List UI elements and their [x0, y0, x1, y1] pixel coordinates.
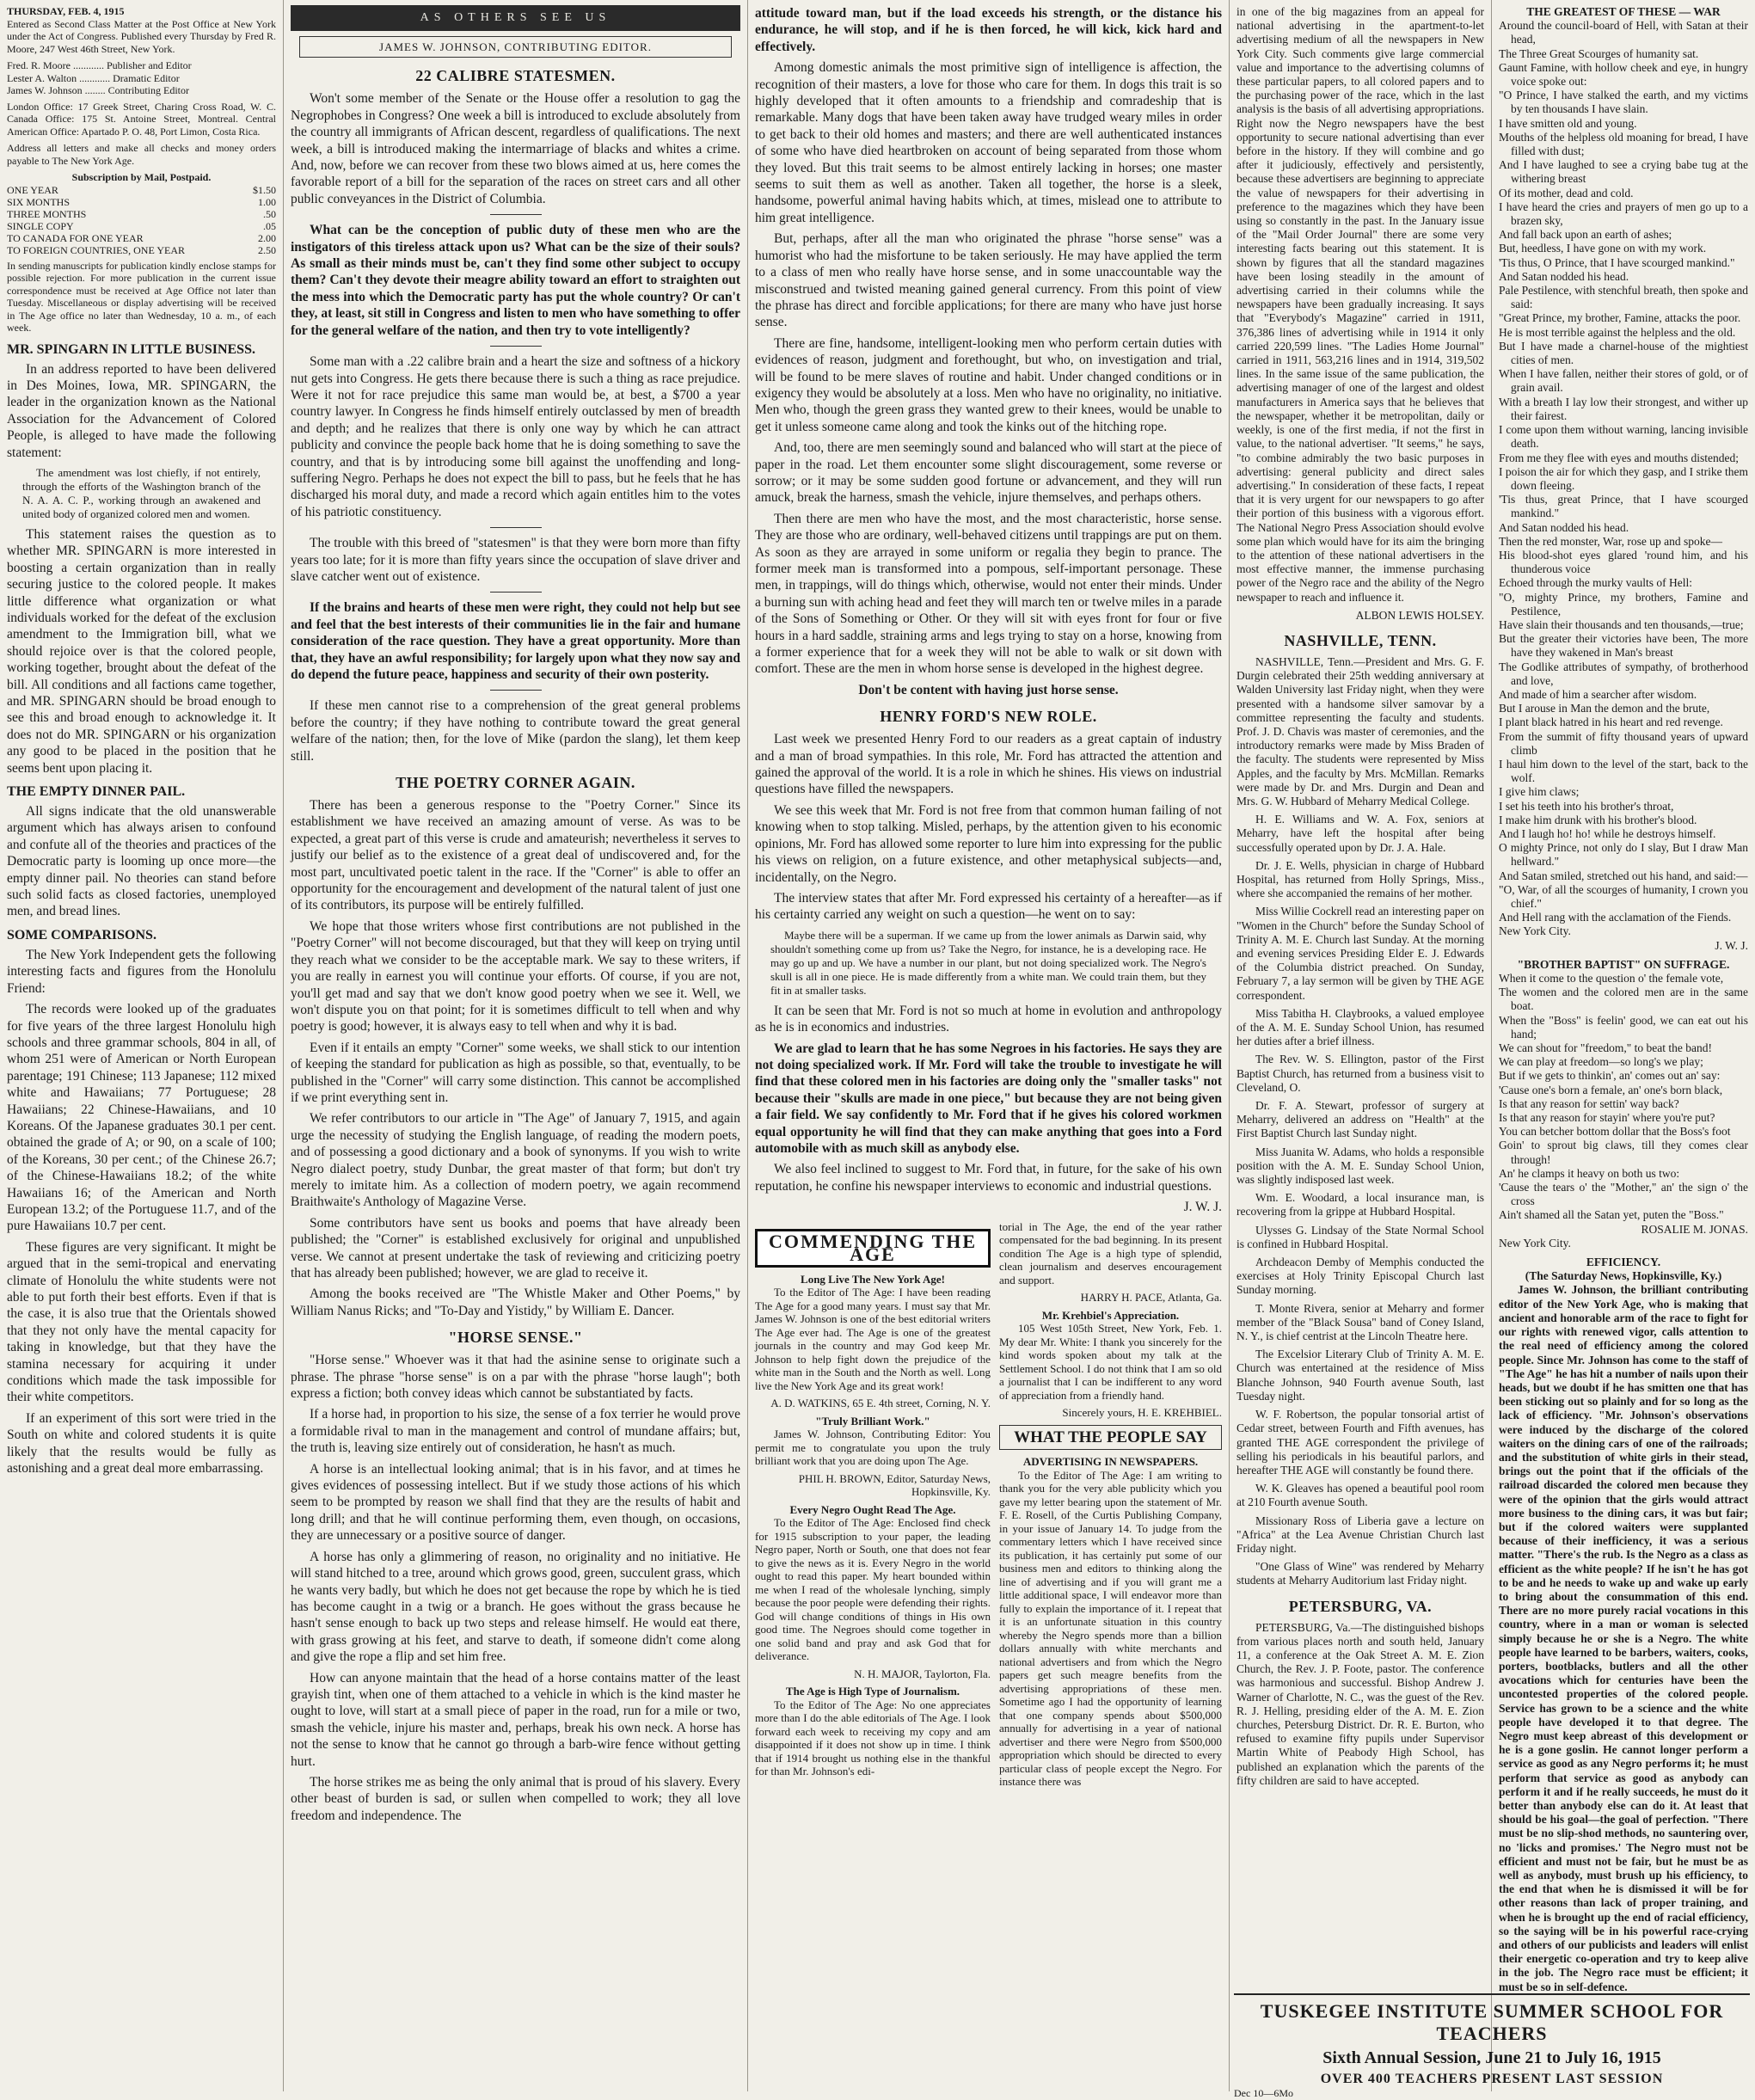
- calibre-paragraph: Won't some member of the Senate or the House offer a resolution to gag the Negrophobes in Congress? One week a bill is introduced to exclude absolutely from the country all immigrants of African descent, regardless of qualifications. The next week, a bill is introduced making the intermarriage of blacks and whites a crime. And, now, before we can recover from these two blows aimed at us, here comes the favorable report of a bill for the separation of the races on street cars and all other public conveyances in the District of Columbia.: [291, 91, 740, 206]
- rate-row: [7, 244, 276, 256]
- dinner-pail-headline: THE EMPTY DINNER PAIL.: [7, 784, 186, 800]
- rate-value: .05: [263, 219, 276, 232]
- staff-line: James W. Johnson ........ Contributing Editor: [7, 84, 190, 96]
- poem-line: But I have made a charnel-house of the mightiest cities of men.: [1499, 339, 1748, 367]
- horse-sense-continued: Among domestic animals the most primitive sign of intelligence is affection, the recognition of their masters, a love for those who care for them. In dogs this trait is so highly developed that it often amounts to a friendship and comradeship that is remarkable. Many dogs that have been taken away have trudged weary miles in order to get back to their old homes and masters; and there are well authenticated instances of some who have died heartbroken on account of being separated from those whom they loved. But this trait seems to be almost entirely lacking in horses; one master seems to suit them as well as another. Taken all together, the horse is a sleek, handsome, powerful animal having habits which, at times, mislead one to attribute to him great intelligence.: [755, 60, 1222, 225]
- commending-the-age-banner: COMMENDING THE AGE: [755, 1229, 991, 1268]
- poem-line: I plant black hatred in his heart and red revenge.: [1499, 715, 1723, 729]
- publication-notice: Entered as Second Class Matter at the Post Office at New York under the Act of Congress. Published every Thursday by Fred R. Moore, 247 West 46th Street, New York.: [7, 17, 276, 55]
- letter-signature: N. H. MAJOR, Taylorton, Fla.: [854, 1667, 991, 1680]
- divider: [490, 346, 542, 347]
- poem-line: But if we gets to thinkin', an' comes out an' say:: [1499, 1069, 1721, 1083]
- poem-line: And made of him a searcher after wisdom.: [1499, 687, 1697, 701]
- horse-sense-paragraph: If a horse had, in proportion to his size, the sense of a fox terrier he would prove a formidable rival to man in the management and control of mundane affairs; but, the truth is, leaving size entirely out of consideration, he hasn't as much.: [291, 1407, 740, 1456]
- poem-line: "O Prince, I have stalked the earth, and my victims by ten thousands I have slain.: [1499, 89, 1748, 116]
- letters-left: [755, 1220, 991, 1793]
- petersburg-paragraph: PETERSBURG, Va.—The distinguished bishops from various places north and south held, January 11, a conference at the Oak Street A. M. E. Zion Church, the Rev. J. P. Foote, pastor. The conference was harmonious and successful. Bishop Andrew J. Warner of Charlotte, N. C., was the guest of the Rev. R. J. Helling, presiding elder of the A. M. E. Zion churches, Petersburg District. Dr. R. E. Burton, who refused to examine fifty pupils under Supervisor Martin White of Peabody High School, has published an explanation which the parents of the fifty children are said to have accepted.: [1236, 1620, 1484, 1787]
- poem-line: But I arouse in Man the demon and the brute,: [1499, 702, 1710, 715]
- horse-sense-paragraph: How can anyone maintain that the head of a horse contains matter of the least grayish tint, when one of them attached to a vehicle in which is the kind master he ought to love, will start at a small piece of paper in the road, run for a mile or two, smash the vehicle, injure his master and, perhaps, break his own neck. A horse has not the sense to know that he cannot go through a barb-wire fence without getting hurt.: [291, 1670, 740, 1769]
- column-5: [1492, 0, 1755, 2091]
- horse-sense-continued: There are fine, handsome, intelligent-looking men who perform certain duties with evidences of reason, judgment and forethought, but who, on investigation and trial, will be found to be mere slaves of routine and habit. Under changed conditions or in exigency they would be absolutely at a loss. Men who have no originality, no initiative. Men who, though the green grass they wanted grew to their knees, would be unable to get it unless someone came along and took the kinks out of the hitching rope.: [755, 335, 1222, 434]
- comparisons-paragraph: If an experiment of this sort were tried in the South on white and colored students it is quite likely that the results would be fully as astonishing and a great deal more embarrassing.: [7, 1410, 276, 1477]
- letter-body: To the Editor of The Age: Enclosed find check for 1915 subscription to your paper, the leading Negro paper, North or South, one that does not fear to give the news as it is. Every Negro in the world ought to read this paper. My heart bounded within me when I read of the wholesale lynching, simply because the poor people were defending their rights. God will change conditions of things in His own good time. The Negroes should come together in one solid band and pray and ask God that for deliverance.: [755, 1516, 991, 1663]
- poem-line: Echoed through the murky vaults of Hell:: [1499, 576, 1692, 590]
- nashville-item: Dr. F. A. Stewart, professor of surgery at Meharry, delivered an address on "Health" at the First Baptist Church last Sunday night.: [1236, 1099, 1484, 1140]
- suffrage-poem-title: "BROTHER BAPTIST" ON SUFFRAGE.: [1517, 957, 1730, 971]
- poem-line: O mighty Prince, not only do I slay, But I draw Man hellward.": [1499, 841, 1748, 869]
- letter-head: Every Negro Ought Read The Age.: [789, 1502, 956, 1516]
- nashville-headline: NASHVILLE, TENN.: [1284, 631, 1437, 649]
- nashville-item: The Excelsior Literary Club of Trinity A. M. E. Church was entertained at the residence of Miss Blanche Johnson, 940 Fourth avenue South, last Tuesday night.: [1236, 1348, 1484, 1403]
- rate-row: [7, 184, 276, 196]
- divider: [490, 592, 542, 593]
- poetry-paragraph: We hope that those writers whose first contributions are not published in the "Poetry Corner" will not become discouraged, but that they will keep on trying until they reach what we consider to be the acceptable mark. We say to these writers, if you are really in earnest you will continue your efforts. Of course, if you are not, you'll get mad and say that we don't know good poetry when we see it. Well, we won't dispute you on that point; for it is sometimes difficult to tell when and why poetry is good; however, it is always easy to tell when and why it is bad.: [291, 918, 740, 1035]
- rate-row: [7, 208, 276, 220]
- people-letter: To the Editor of The Age: I am writing to thank you for the very able publicity which you gave my letter bearing upon the statement of Mr. F. E. Rosell, of the Curtis Publishing Company, in your issue of January 14. To judge from the commentary letters which I have received since its publication, it has certainly put some of our business men and editors to thinking along the line of advertising and if you will grant me a little additional space, I will endeavor more than fully to explain the importance of it. I repeat that it is an unfortunate situation in this country whereby the Negro spends more than a billion dollars annually with white merchants and national advertisers and from which the Negro papers get such meagre benefits from the advertising appropriations of these men. Sometime ago I had the opportunity of learning that one company spends about $500,000 annually for advertising in a year of national advertiser and there were Negro from $500,000 appropriation which should be directed to every particular class of people except the Negro. For instance there was: [999, 1468, 1222, 1789]
- dinner-pail-paragraph: All signs indicate that the old unanswerable argument which has always arisen to confound and confute all of the theories and practices of the Democratic party is looming up once more—the empty dinner pail. No theories can stand before such solid facts as closed factories, unemployed men, and bread lines.: [7, 804, 276, 919]
- calibre-paragraph: What can be the conception of public duty of these men who are the instigators of this tireless attack upon us? What can be the size of their souls? As small as their minds must be, can't they find some other subject to occupy them? Can't they devote their meagre ability toward an effort to straighten out the mess into which the Democratic party has put the whole country? Or can't they, at least, sit still in Congress and listen to men who have something to offer for the general welfare of the nation, and then try to vote intelligently?: [291, 223, 740, 338]
- rate-value: $1.50: [253, 183, 276, 196]
- poem-line: The Godlike attributes of sympathy, of brotherhood and love,: [1499, 660, 1748, 687]
- tuskegee-session: Sixth Annual Session, June 21 to July 16, 1915: [1322, 2048, 1661, 2067]
- war-poem-title: THE GREATEST OF THESE — WAR: [1526, 5, 1721, 18]
- calibre-paragraph: Some man with a .22 calibre brain and a heart the size and softness of a hickory nut gets into Congress. He gets there because there is such a thing as race prejudice. Were it not for race prejudice this same man would be, at best, a $700 a year country lawyer. In Congress he finds himself entirely outclassed by men of breadth and depth; and he realizes that there is only one way by which he can attract publicity and convince the people back home that he is doing something to save the country, and that is by introducing some bill against the unoffending and long-suffering Negro. Perhaps he does not expect the bill to pass, but he feels that he has discharged his moral duty, and made a record which again entitles him to the votes of his patriotic constituency.: [291, 354, 740, 519]
- poem-line: I poison the air for which they gasp, and I strike them down fleeing.: [1499, 464, 1748, 492]
- poem-line: I come upon them without warning, lancing invisible death.: [1499, 423, 1748, 451]
- subscription-title: Subscription by Mail, Postpaid.: [71, 171, 212, 183]
- comparisons-paragraph: The New York Independent gets the following interesting facts and figures from the Honolulu Friend:: [7, 947, 276, 996]
- poem-line: Then the red monster, War, rose up and spoke—: [1499, 534, 1723, 548]
- poem-line: An' he clamps it heavy on both us two:: [1499, 1166, 1680, 1180]
- poem-line: From me they flee with eyes and mouths distended;: [1499, 451, 1739, 464]
- calibre-paragraph: If these men cannot rise to a comprehension of the great general problems before the country; if they have nothing to contribute toward the great general welfare of the nation; then, for the love of Mike (pardon the slang), let them keep still.: [291, 698, 740, 764]
- people-signature: ALBON LEWIS HOLSEY.: [1355, 608, 1484, 622]
- poem-line: Ain't shamed all the Satan yet, puten the "Boss.": [1499, 1208, 1724, 1222]
- poem-line: And I have laughed to see a crying babe tug at the withering breast: [1499, 158, 1748, 186]
- poem-line: Around the council-board of Hell, with Satan at their head,: [1499, 19, 1748, 46]
- nashville-item: Dr. J. E. Wells, physician in charge of Hubbard Hospital, has returned from Holly Springs, Miss., where she accompanied the remains of her mother.: [1236, 858, 1484, 900]
- nashville-item: Miss Juanita W. Adams, who holds a responsible position with the A. M. E. Sunday School Union, was slightly indisposed last week.: [1236, 1145, 1484, 1187]
- ford-paragraph: We are glad to learn that he has some Negroes in his factories. He says they are not doing specialized work. If Mr. Ford will take the trouble to investigate he will find that these colored men in his factories are doing only the "smaller tasks" not because their "skulls are made in one piece," but because they are not being given a fair field. We say confidently to Mr. Ford that if he gives his colored workmen equal opportunity he will find that they can make anything that goes into a Ford automobile with as much skill as anybody else.: [755, 1041, 1222, 1156]
- office-addresses: London Office: 17 Greek Street, Charing Cross Road, W. C. Canada Office: 175 St. Antoine Street, Montreal. Central American Office: Apartado P. O. 48, Port Limon, Costa Rica.: [7, 100, 276, 138]
- calibre-paragraph: The trouble with this breed of "statesmen" is that they were born more than fifty years too late; for it is more than fifty years since the occupation of slave driver and slave catcher went out of existence.: [291, 536, 740, 584]
- poem-line: 'Cause one's born a female, an' one's born black,: [1499, 1083, 1723, 1096]
- rate-label: SIX MONTHS: [7, 195, 71, 208]
- petersburg-headline: PETERSBURG, VA.: [1288, 1597, 1433, 1615]
- nashville-item: The Rev. W. S. Ellington, pastor of the First Baptist Church, has returned from a business visit to Cleveland, O.: [1236, 1053, 1484, 1094]
- horse-sense-continued: But, perhaps, after all the man who originated the phrase "horse sense" was a humorist who had the misfortune to be taken seriously. He may have applied the term to a class of men who really have horse sense, and in some unaccountable way the misconstrued and twisted meaning gained general currency. From this point of view the phrase has direct and forcible applications; for there are many who have just horse sense.: [755, 231, 1222, 330]
- letter: [755, 1503, 991, 1681]
- horse-sense-continued: Then there are men who have the most, and the most characteristic, horse sense. They are those who are ordinary, well-behaved citizens until trappings are put on them. As soon as they are arrayed in some uniform or regalia they begin to prance. The former meek man is transformed into a pompous, self-important personage. These men, in trappings, will do things which, otherwise, would not enter their minds. Under a burning sun with aching head and feet they will march ten or twelve miles in a parade of the Sons of Something or Other. Or they will sit with eyes front for four or five hours in a hard saddle, straining arms and legs trying to stay on a horse, knowing from a former experience that for a week they will not be able to walk or sit down with comfort. These are the men in whom horse sense is developed in the highest degree.: [755, 511, 1222, 677]
- poem-line: Gaunt Famine, with hollow cheek and eye, in hungry voice spoke out:: [1499, 60, 1748, 89]
- nashville-items: [1236, 655, 1484, 1588]
- fine-print: In sending manuscripts for publication kindly enclose stamps for possible rejection. For more publication in the current issue correspondence must be received at Age Office not later than Tuesday. Miscellaneous or display advertising will be received in The Age office no later than Wednesday, 10 a. m., of each week.: [7, 259, 276, 334]
- poem-line: I give him claws;: [1499, 785, 1580, 799]
- nashville-item: W. F. Robertson, the popular tonsorial artist of Cedar street, between Fourth and Fifth avenues, has granted THE AGE correspondent the privilege of selling his periodicals in his beautiful parlors, and hereafter THE AGE will constantly be found there.: [1236, 1408, 1484, 1477]
- poem-line: When I have fallen, neither their stores of gold, or of grain avail.: [1499, 367, 1748, 395]
- poem-line: He is most terrible against the helpless and the old.: [1499, 325, 1736, 339]
- letter-signature: PHIL H. BROWN, Editor, Saturday News, Hopkinsville, Ky.: [798, 1471, 991, 1499]
- poem-line: We can play at freedom—so long's we play;: [1499, 1055, 1703, 1069]
- letter-head: Mr. Krehbiel's Appreciation.: [1041, 1308, 1180, 1322]
- staff-line: Fred. R. Moore ............ Publisher and Editor: [7, 59, 192, 71]
- letters-section: [755, 1220, 1222, 1793]
- letter: [755, 1415, 991, 1499]
- poem-line: And I laugh ho! ho! while he destroys himself.: [1499, 826, 1716, 840]
- staff-list: [7, 59, 276, 97]
- letter-body: James W. Johnson, Contributing Editor: You permit me to congratulate you upon the truly brilliant work that you are doing upon The Age.: [755, 1428, 991, 1468]
- poem-line: And Hell rang with the acclamation of the Fiends.: [1499, 911, 1732, 924]
- poem-line: You can betcher bottom dollar that the Boss's foot: [1499, 1125, 1731, 1139]
- letter: [999, 1220, 1222, 1305]
- nashville-item: Miss Willie Cockrell read an interesting paper on "Women in the Church" before the Sunday School of Trinity A. M. E. Church last Sunday. At the morning and evening services Presiding Elder E. J. Edwards of the Columbia district preached. On Sunday, February 7, a lay sermon will be given by THE AGE correspondent.: [1236, 905, 1484, 1002]
- letter-signature: A. D. WATKINS, 65 E. 4th street, Corning, N. Y.: [770, 1397, 991, 1410]
- horse-sense-closing: Don't be content with having just horse sense.: [858, 682, 1119, 697]
- people-subhead: ADVERTISING IN NEWSPAPERS.: [1022, 1455, 1199, 1469]
- poem-line: From the summit of fifty thousand years of upward climb: [1499, 729, 1748, 757]
- poem-line: I have heard the cries and prayers of men go up to a brazen sky,: [1499, 200, 1748, 228]
- column-2: [284, 0, 748, 2091]
- letter: [999, 1309, 1222, 1420]
- nashville-item: T. Monte Rivera, senior at Meharry and former member of the "Black Sousa" band of Coney Island, N. Y., is chief centrist at the Lincoln Theatre here.: [1236, 1301, 1484, 1343]
- comparisons-paragraph: These figures are very significant. It might be argued that in the semi-tropical and enervating climate of Honolulu the white students were not able to put forth their best efforts. Even if that is the case, it is also true that the Orientals showed that they not only have the mental capacity for taking in knowledge, but that they have the stamina necessary for acquiring it under conditions which made the task impossible for their white competitors.: [7, 1239, 276, 1405]
- nashville-item: Wm. E. Woodard, a local insurance man, is recovering from la grippe at Hubbard Hospital.: [1236, 1191, 1484, 1219]
- rate-label: THREE MONTHS: [7, 207, 87, 220]
- poetry-headline: THE POETRY CORNER AGAIN.: [396, 774, 635, 792]
- tuskegee-date-note: Dec 10—6Mo: [1234, 2087, 1293, 2099]
- poetry-paragraph: Some contributors have sent us books and poems that have already been published; the "Corner" is established exclusively for original and unpublished verse. We cannot at present undertake the task of reviewing and criticizing poetry that has already been published; however, we are glad to receive it.: [291, 1215, 740, 1280]
- suffrage-poem-place: New York City.: [1499, 1236, 1571, 1250]
- letter-signature: Sincerely yours, H. E. KREHBIEL.: [1062, 1406, 1222, 1420]
- poem-line: Have slain their thousands and ten thousands,—true;: [1499, 617, 1744, 631]
- ford-quote: Maybe there will be a superman. If we came up from the lower animals as Darwin said, why shouldn't something come up from us? Take the Negro, for instance, he is a developing race. He may go up and up. We have a number in our plant, but not doing specialized work. The Negro's skull is all in one piece. He is made differently from a white man. We could train them, but they fit in at smaller tasks.: [770, 928, 1206, 997]
- poetry-paragraph: Even if it entails an empty "Corner" some weeks, we shall stick to our intention of keeping the standard for publication as high as possible, so that, eventually, to be published in the "Corner" will carry some distinction. This cannot be accomplished if we print everything sent in.: [291, 1040, 740, 1105]
- poem-line: But the greater their victories have been, The more have they wakened in Man's breast: [1499, 632, 1748, 660]
- column-1: [0, 0, 284, 2091]
- efficiency-paragraph: James W. Johnson, the brilliant contributing editor of the New York Age, who is making that ancient and honorable arm of the race to fight for our rights with renewed vigor, calls attention to the real need of efficiency among the colored people. Since Mr. Johnson has come to the staff of "The Age" he has hit a number of nails upon their heads, but we doubt if he has smitten one that has been sticking out so plainly and for so long as the lack of efficiency. "Mr. Johnson's observations were induced by the discharge of the colored waiters on the dining cars of one of the railroads; and the substitution of white girls in their stead, brings out the point that if the officials of the railroad discarded the colored men because they were of the opinion that the girls would attract more business to the dining cars, it was but fair; but if the colored waiters were supplanted because of their inefficiency, it was a serious matter. "There's the rub. Is the Negro as a class as efficient as the white people? If he isn't he has got to be and he needs to wake up and wake up early to bring about the consummation of this end. There are no more purely racial vocations in this country, where in a man or woman is selected simply because he or she is a Negro. The white people have learned to be barbers, waiters, cooks, porters, bootblacks, butlers and all the other avocations which for centuries have been the uncontested properties of the colored people. Service has grown to be a science and the white people have developed it to that degree. The Negro must keep abreast of this development or he is a gone goslin. He cannot longer perform a service as good as any Negro performs it; he must perform that service as good as anybody can perform it and if he really succeeds, he must do it better than anybody else can do it. At least that should be his goal—the goal of perfection. "There must be no slip-shod methods, no sauntering over, no 'licks and promises.' The Negro must not be efficient and must not be fair, but he must be as well as anybody, must brush up his efficiency, to the end that when he is dismissed it will be for other reasons than lack of proper training, and when he is brought up the end of racial efficiency, so the saying will be in his powerful race-crying and others of our publicists and leaders will enlist their energetic co-operation and try to keep alive in the job. The Negro race must be efficient; it must be so in self-defence.: [1499, 1283, 1748, 1993]
- rate-value: 2.00: [258, 231, 276, 244]
- spingarn-paragraph: This statement raises the question as to whether MR. SPINGARN is more interested in boosting a certain organization than in really securing justice to the colored people. It makes little difference what organization or what individuals worked for the defeat of the exclusion amendment to the Immigration bill, what we should rejoice over is that the colored people, working together, brought about the defeat of the bill. All conditions and all factions came together, and MR. SPINGARN should be broad enough to see this and broad enough to acknowledge it. It does not do MR. SPINGARN or his organization any good to be placed in the position that he seems bent upon placing it.: [7, 526, 276, 776]
- poem-line: Of its mother, dead and cold.: [1499, 186, 1634, 200]
- spingarn-quote: The amendment was lost chiefly, if not entirely, through the efforts of the Washington branch of the N. A. A. C. P., working through an awakened and united body of organized colored men and women.: [22, 465, 261, 520]
- column-4: [1230, 0, 1492, 2091]
- poem-line: We can shout for "freedom," to beat the band!: [1499, 1041, 1712, 1055]
- poem-line: And Satan nodded his head.: [1499, 520, 1629, 534]
- letter-head: "Truly Brilliant Work.": [815, 1414, 930, 1428]
- nashville-item: "One Glass of Wine" was rendered by Meharry students at Meharry Auditorium last Friday night.: [1236, 1560, 1484, 1587]
- nashville-item: Missionary Ross of Liberia gave a lecture on "Africa" at the Lea Avenue Christian Church last Friday night.: [1236, 1514, 1484, 1555]
- divider: [490, 214, 542, 215]
- war-poem: [1499, 19, 1748, 924]
- letter-body: To the Editor of The Age: I have been reading The Age for a good many years. I must say that Mr. James W. Johnson is one of the best editorial writers The Age ever had. The Age is one of the greatest journals in the country and may God keep Mr. Johnson to help fight down the prejudice of the white man in the South and the North as well. Long live the New York Age and its great work!: [755, 1286, 991, 1392]
- war-poem-place: New York City.: [1499, 924, 1571, 938]
- efficiency-headline: EFFICIENCY.: [1586, 1256, 1661, 1269]
- comparisons-paragraph: The records were looked up of the graduates for five years of the three largest Honolulu high schools and three grammar schools, 804 in all, of whom 251 were of American or North European parentage; 191 Chinese; 113 Japanese; 112 mixed white and Hawaiians; 77 Portuguese; 28 Hawaiians; 22 Chinese-Hawaiians, and 10 Koreans. Of the Japanese graduates 30.1 per cent. obtained the grade of A; or 90, on a scale of 100; of the Koreans, 30 per cent.; of the Chinese 26.7; of the Chinese-Hawaiians 18.2; of the white Hawaiians 16; of the American and North European 13.2; of the Portuguese 11.7, and of the pure Hawaiians 10.7 per cent.: [7, 1002, 276, 1234]
- poem-line: Is that any reason for stayin' where you're put?: [1499, 1111, 1715, 1125]
- nashville-item: W. K. Gleaves has opened a beautiful pool room at 210 Fourth avenue South.: [1236, 1482, 1484, 1509]
- letter-signature: HARRY H. PACE, Atlanta, Ga.: [1080, 1291, 1222, 1305]
- poem-line: I make him drunk with his brother's blood.: [1499, 813, 1697, 826]
- horse-sense-continued: And, too, there are men seemingly sound and balanced who will start at the piece of paper in the road. Let them encounter some slight discouragement, some reverse or sorrow; or it may be some sudden good fortune or advancement, and they will run amuck, break the harness, smash the vehicle, injure themselves, and perhaps others.: [755, 440, 1222, 506]
- rate-row: [7, 220, 276, 232]
- rate-row: [7, 196, 276, 208]
- suffrage-poem: [1499, 972, 1748, 1223]
- nashville-item: Miss Tabitha H. Claybrooks, a valued employee of the A. M. E. Sunday School Union, has resumed her duties after a brief illness.: [1236, 1006, 1484, 1048]
- horse-sense-continued: attitude toward man, but if the load exceeds his strength, or the distance his endurance, he will stop, and if he is then forced, he will kick, kick hard and effectively.: [755, 6, 1222, 54]
- rate-label: TO FOREIGN COUNTRIES, ONE YEAR: [7, 243, 185, 256]
- poem-line: When it come to the question o' the female vote,: [1499, 972, 1724, 986]
- efficiency-source: (The Saturday News, Hopkinsville, Ky.): [1525, 1269, 1722, 1283]
- ford-headline: HENRY FORD'S NEW ROLE.: [880, 708, 1097, 726]
- ford-paragraph: It can be seen that Mr. Ford is not so much at home in evolution and anthropology as he is in economics and industries.: [755, 1003, 1222, 1035]
- divider: [490, 527, 542, 528]
- rate-value: .50: [263, 207, 276, 220]
- nashville-item: Archdeacon Demby of Memphis conducted the exercises at Holy Trinity Episcopal Church last Sunday morning.: [1236, 1256, 1484, 1297]
- letters-right: [999, 1220, 1222, 1793]
- horse-sense-paragraph: The horse strikes me as being the only animal that is proud of his slavery. Every other beast of burden is sad, or sullen when compelled to work; they all love freedom and independence. The: [291, 1774, 740, 1823]
- ford-paragraph: We also feel inclined to suggest to Mr. Ford that, in future, for the sake of his own reputation, he confine his newspaper interviews to economic and industrial questions.: [755, 1162, 1222, 1194]
- poem-line: The Three Great Scourges of humanity sat.: [1499, 46, 1699, 60]
- calibre-headline: 22 CALIBRE STATESMEN.: [415, 67, 616, 85]
- column-3: [748, 0, 1230, 2091]
- ford-paragraph: Last week we presented Henry Ford to our readers as a great captain of industry and a man of broad sympathies. In this role, Mr. Ford has attracted the attention and gained the approval of the world. It is a role in which he shines. His views on industrial questions have filled the newspapers.: [755, 732, 1222, 797]
- letter-body: torial in The Age, the end of the year rather compensated for the bad beginning. In its present condition The Age is a high type of splendid, clean journalism and deserves encouragement and support.: [999, 1219, 1222, 1286]
- ford-paragraph: The interview states that after Mr. Ford expressed his certainty of a hereafter—as if his certainty carried any weight on such a question—he went on to say:: [755, 890, 1222, 923]
- poem-line: 'Tis thus, O Prince, that I have scourged mankind.": [1499, 255, 1735, 269]
- spingarn-paragraph: In an address reported to have been delivered in Des Moines, Iowa, MR. SPINGARN, the leader in the organization known as the National Association for the Advancement of Colored People, is alleged to have made the following statement:: [7, 361, 276, 460]
- nashville-item: H. E. Williams and W. A. Fox, seniors at Meharry, have left the hospital after being successfully operated upon by Dr. J. A. Hale.: [1236, 813, 1484, 854]
- masthead-banner: AS OTHERS SEE US: [291, 5, 740, 31]
- tuskegee-title: TUSKEGEE INSTITUTE SUMMER SCHOOL FOR TEACHERS: [1260, 2000, 1724, 2044]
- tuskegee-attendance: OVER 400 TEACHERS PRESENT LAST SESSION: [1320, 2072, 1664, 2086]
- poem-line: With a breath I lay low their strongest, and wither up their fairest.: [1499, 395, 1748, 422]
- divider: [490, 690, 542, 691]
- staff-line: Lester A. Walton ............ Dramatic Editor: [7, 71, 180, 84]
- poetry-paragraph: Among the books received are "The Whistle Maker and Other Poems," by William Nanus Ricks; and "To-Day and Yistidy," by William E. Dancer.: [291, 1286, 740, 1318]
- poem-line: I set his teeth into his brother's throat,: [1499, 799, 1674, 813]
- rate-label: SINGLE COPY: [7, 219, 74, 232]
- horse-sense-paragraph: A horse has only a glimmering of reason, no originality and no initiative. He will stand hitched to a tree, around which grows good, green, succulent grass, which he wants very badly, but which he does not get because the rope by which he is tied has become caught in a twig or a branch. He goes without the grass because he hasn't sense enough to back up two steps and release himself. He would eat there, with grass growing at his feet, and starve to death, if someone didn't come along and give the rope a flip and set him free.: [291, 1549, 740, 1665]
- poem-line: "Great Prince, my brother, Famine, attacks the poor.: [1499, 311, 1741, 325]
- poem-line: His blood-shot eyes glared 'round him, and his thunderous voice: [1499, 548, 1748, 576]
- issue-date: THURSDAY, FEB. 4, 1915: [7, 5, 125, 17]
- letter-body: To the Editor of The Age: No one appreciates more than I do the able editorials of The Age. I look forward each week to receiving my copy and am disappointed if it does not show up in time. I think that if 1914 brought us nothing else in the thankful for than Mr. Johnson's edi-: [755, 1698, 991, 1778]
- poem-line: But, heedless, I have gone on with my work.: [1499, 242, 1707, 255]
- nashville-item: NASHVILLE, Tenn.—President and Mrs. G. F. Durgin celebrated their 25th wedding anniversary at Walden University last Friday night, when they were presented with a handsome silver samovar by a committee representing the faculty and students. Prof. J. D. Chavis was master of ceremonies, and the introductory remarks were made by Miss Braden of the faculty. The students were represented by Miss Apples, and the faculty by Mrs. McMillan. Remarks were made by Dr. and Mrs. Durgin and Dean and Mrs. G. W. Hubbard of Meharry Medical College.: [1236, 654, 1484, 807]
- poem-line: And Satan smiled, stretched out his hand, and said:—: [1499, 869, 1748, 882]
- rate-row: [7, 232, 276, 244]
- nashville-item: Ulysses G. Lindsay of the State Normal School is confined in Hubbard Hospital.: [1236, 1223, 1484, 1250]
- people-letter-continued: in one of the big magazines from an appeal for national advertising in the apartment-to-let advertising medium of all the newspapers in New York City. Such comments give large commercial value and importance to the advertising columns of these particular papers, to all colored papers and to the purchasing power of the race, which in the last analysis is the basis of all advertising appropriations. Right now the Negro newspapers have the best opportunity to secure national advertising than ever before in the history. If they will combine and go after it judiciously, effectively and persistently, because these advertisers are beginning to appreciate the value of newspapers for their advertising in preference to the magazines which they have been using so constantly in the past. In the January issue of the "Mail Order Journal" there are some very interesting facts bearing out this statement. It is shown by figures that all the standard magazines have been losing steadily in the amount of advertising carried in their columns while the newspapers have been gradually increasing. It says that "Everybody's Magazine" carried in 1911, 376,386 lines of advertising while in 1914 it only carried 220,599 lines. "The Ladies Home Journal" carried in 1911, 563,216 lines and in 1914, 319,502 lines. In the same issue of the same publication, the advertising manager of one of the largest and oldest manufacturers in America says that he believes that the newspaper, whether it be metropolitan, daily or weekly, is one of the first media, if not the first in value, to the national advertiser. "It seems," he says, "to combine admirably the two basic purposes in advertising: general publicity and direct sales advertising." In consideration of these facts, I repeat that it is very urgent for our newspapers to go after their portion of this business with a vigorous effort. The National Negro Press Association should evolve some plan which would have for its aim the bringing to the attention of these national advertisers in the most effective manner, the immense purchasing power of the Negro race and the ability of the Negro newspaper to reach and influence it.: [1236, 5, 1484, 604]
- horse-sense-paragraph: A horse is an intellectual looking animal; that is in his favor, and at times he gives evidences of possessing intellect. But if we study those actions of his which seem to be prompted by reason we shall find that they are the results of habit and long drill; and that he will continue performing them, even though, on occasions, they are unnecessary or a positive source of danger.: [291, 1461, 740, 1544]
- ford-paragraph: We see this week that Mr. Ford is not free from that common human failing of not knowing when to stop talking. Misled, perhaps, by the attention given to his economic opinions, Mr. Ford has allowed some reporter to lure him into expressing for the public his views on religion, on a future existence, and other metaphysical subjects—and, incidentally, on the Negro.: [755, 802, 1222, 885]
- letter-head: Long Live The New York Age!: [801, 1272, 945, 1286]
- tuskegee-advertisement: [1234, 1993, 1750, 2100]
- poem-line: 'Tis thus, great Prince, that I have scourged mankind.": [1499, 493, 1748, 520]
- poetry-paragraph: We refer contributors to our article in "The Age" of January 7, 1915, and again urge the necessity of studying the English language, of reading the modern poets, and of possessing a good dictionary and a book of synonyms. If you wish to write Negro dialect poetry, study Dunbar, the great master of that form; but don't try merely to imitate him. As a collection of modern poetry, we again recommend Braithwaite's Anthology of Magazine Verse.: [291, 1111, 740, 1210]
- comparisons-headline: SOME COMPARISONS.: [7, 927, 156, 943]
- spingarn-headline: MR. SPINGARN IN LITTLE BUSINESS.: [7, 341, 255, 357]
- poetry-paragraph: There has been a generous response to the "Poetry Corner." Since its establishment we have received an amazing amount of verse. As was to be expected, a great part of this verse is crude and amateurish; nevertheless it serves to justify our belief as to the existence of a great deal of undiscovered and, for the most part, uncultivated poetic talent in the race. If the "Corner" is able to offer an opportunity for the encouragement and development of the natural talent of just one of its contributors, its purpose will be entirely fulfilled.: [291, 798, 740, 913]
- poem-line: "O, War, of all the scourges of humanity, I crown you chief.": [1499, 882, 1748, 910]
- horse-sense-headline: "HORSE SENSE.": [448, 1329, 583, 1347]
- rate-value: 1.00: [258, 195, 276, 208]
- poem-line: Goin' to sprout big claws, till they comes clear through!: [1499, 1139, 1748, 1166]
- poem-line: When the "Boss" is feelin' good, we can eat out his hand;: [1499, 1013, 1748, 1041]
- poem-line: Is that any reason for settin' way back?: [1499, 1096, 1679, 1110]
- poem-line: I haul him down to the level of the start, back to the wolf.: [1499, 757, 1748, 785]
- poem-line: "O, mighty Prince, my brothers, Famine and Pestilence,: [1499, 590, 1748, 617]
- poem-line: 'Cause the tears o' the "Mother," an' the sign o' the cross: [1499, 1181, 1748, 1208]
- poem-line: And fall back upon an earth of ashes;: [1499, 228, 1672, 242]
- rate-label: ONE YEAR: [7, 183, 58, 196]
- rate-table: [7, 184, 276, 256]
- rate-value: 2.50: [258, 243, 276, 256]
- war-poem-signature: J. W. J.: [1715, 938, 1748, 952]
- poem-line: I have smitten old and young.: [1499, 116, 1637, 130]
- rate-label: TO CANADA FOR ONE YEAR: [7, 231, 144, 244]
- poem-line: Mouths of the helpless old moaning for bread, I have filled with dust;: [1499, 130, 1748, 158]
- poem-line: Pale Pestilence, with stenchful breath, then spoke and said:: [1499, 284, 1748, 311]
- letter-head: The Age is High Type of Journalism.: [785, 1685, 960, 1698]
- letter-body: 105 West 105th Street, New York, Feb. 1. My dear Mr. White: I thank you sincerely for the kind words spoken about my talk at the Settlement School. I do not think that I am so old a journalist that I can be indifferent to any word of appreciation from a friendly hand.: [999, 1322, 1222, 1402]
- letter: [755, 1685, 991, 1778]
- poem-line: And Satan nodded his head.: [1499, 269, 1629, 283]
- address-note: Address all letters and make all checks and money orders payable to The New York Age.: [7, 142, 276, 167]
- suffrage-poem-signature: ROSALIE M. JONAS.: [1641, 1222, 1748, 1236]
- horse-sense-paragraph: "Horse sense." Whoever was it that had the asinine sense to originate such a phrase. The phrase "horse sense" is on a par with the phrase "horse laugh"; both express a fiction; both convey ideas which cannot be substantiated by facts.: [291, 1353, 740, 1402]
- calibre-paragraph: If the brains and hearts of these men were right, they could not help but see and feel that the best interests of their communities lie in the fair and humane consideration of the race question. They have a great opportunity. More than that, they have an awful responsibility; for largely upon what they now say and do depend the future peace, happiness and security of their own posterity.: [291, 600, 740, 682]
- letter: [755, 1273, 991, 1410]
- poem-line: The women and the colored men are in the same boat.: [1499, 986, 1748, 1013]
- ford-signature: J. W. J.: [1183, 1200, 1222, 1215]
- contributing-editor-line: JAMES W. JOHNSON, CONTRIBUTING EDITOR.: [299, 36, 732, 58]
- what-the-people-say-banner: WHAT THE PEOPLE SAY: [999, 1425, 1222, 1451]
